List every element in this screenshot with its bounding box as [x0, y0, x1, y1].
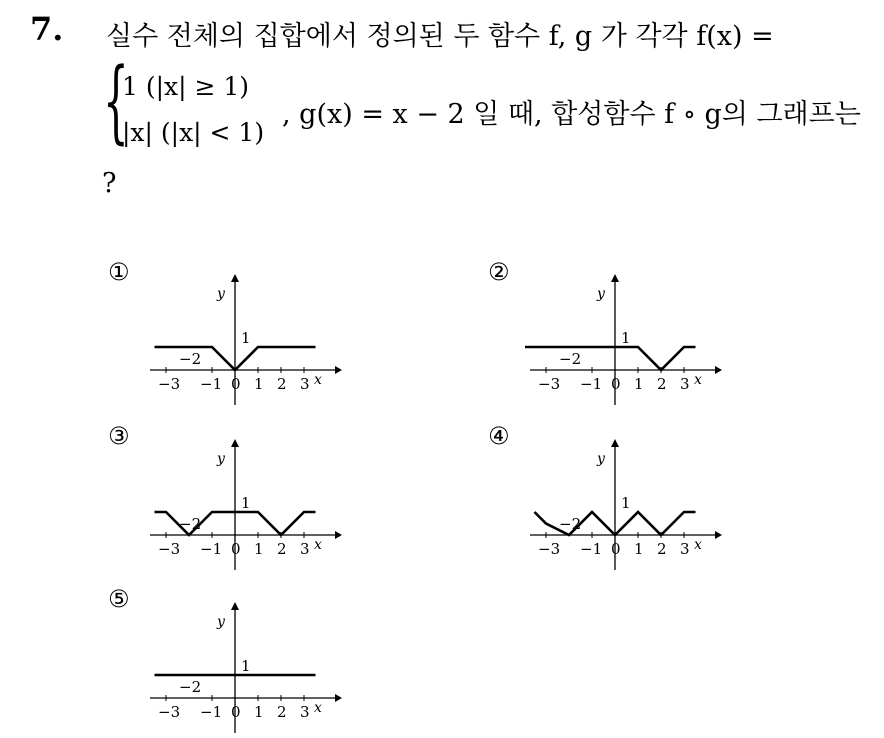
- choice-1-graph: [145, 270, 345, 410]
- x-tick-label: 3: [300, 375, 310, 393]
- function-curve: [525, 347, 696, 370]
- choice-3-mark[interactable]: ③: [108, 422, 130, 450]
- x-axis-arrow: [335, 694, 342, 702]
- x-tick-label: 2: [657, 540, 667, 558]
- x-axis-label: x: [314, 372, 322, 388]
- neg-two-label: −2: [179, 515, 202, 533]
- x-tick-label: 1: [254, 703, 264, 721]
- x-axis-label: x: [694, 372, 702, 388]
- x-tick-label: 1: [634, 540, 644, 558]
- neg-two-label: −2: [559, 350, 582, 368]
- x-tick-label: −3: [538, 375, 561, 393]
- question-text-line1: 실수 전체의 집합에서 정의된 두 함수 f, g 가 각각 f(x) =: [106, 21, 774, 52]
- neg-two-label: −2: [179, 678, 202, 696]
- x-tick-label: −3: [158, 703, 181, 721]
- x-tick-label: 2: [657, 375, 667, 393]
- y-axis-arrow: [611, 274, 619, 282]
- question-text-line3: ?: [102, 168, 117, 199]
- x-tick-label: 2: [277, 375, 287, 393]
- x-tick-label: 0: [231, 703, 241, 721]
- x-tick-label: 2: [277, 703, 287, 721]
- choice-5-graph: [145, 598, 345, 738]
- x-tick-label: −3: [158, 540, 181, 558]
- x-tick-label: 0: [611, 540, 621, 558]
- choice-2-graph: [525, 270, 725, 410]
- y-axis-arrow: [231, 274, 239, 282]
- x-tick-label: 2: [277, 540, 287, 558]
- choice-2-mark[interactable]: ②: [488, 258, 510, 286]
- x-axis-arrow: [715, 531, 722, 539]
- y-axis-arrow: [611, 439, 619, 447]
- y-axis-arrow: [231, 602, 239, 610]
- one-label: 1: [621, 329, 631, 347]
- x-tick-label: −3: [538, 540, 561, 558]
- x-tick-label: 0: [231, 375, 241, 393]
- question-number: 7.: [30, 10, 64, 48]
- choice-4-mark[interactable]: ④: [488, 422, 510, 450]
- y-axis-label: y: [217, 451, 225, 467]
- x-tick-label: −1: [200, 540, 223, 558]
- one-label: 1: [241, 657, 251, 675]
- piecewise-brace: {: [103, 49, 129, 154]
- piecewise-case-1: 1 (|x| ≥ 1): [122, 72, 250, 101]
- x-tick-label: −1: [580, 540, 603, 558]
- y-axis-label: y: [597, 286, 605, 302]
- choice-5-mark[interactable]: ⑤: [108, 585, 130, 613]
- x-axis-arrow: [715, 366, 722, 374]
- one-label: 1: [241, 494, 251, 512]
- x-axis-label: x: [694, 537, 702, 553]
- piecewise-case-2: |x| (|x| < 1): [122, 118, 265, 147]
- x-axis-label: x: [314, 537, 322, 553]
- neg-two-label: −2: [179, 350, 202, 368]
- x-tick-label: 3: [300, 540, 310, 558]
- y-axis-label: y: [217, 614, 225, 630]
- one-label: 1: [621, 494, 631, 512]
- neg-two-label: −2: [559, 515, 582, 533]
- x-tick-label: 0: [231, 540, 241, 558]
- question-text-line2: , g(x) = x − 2 일 때, 합성함수 f ∘ g의 그래프는: [282, 99, 861, 130]
- y-axis-arrow: [231, 439, 239, 447]
- choice-3-graph: [145, 435, 345, 575]
- y-axis-label: y: [597, 451, 605, 467]
- x-axis-arrow: [335, 531, 342, 539]
- x-axis-label: x: [314, 700, 322, 716]
- choice-1-mark[interactable]: ①: [108, 258, 130, 286]
- choice-4-graph: [525, 435, 725, 575]
- x-tick-label: −1: [200, 375, 223, 393]
- one-label: 1: [241, 329, 251, 347]
- x-tick-label: −1: [200, 703, 223, 721]
- x-tick-label: −1: [580, 375, 603, 393]
- x-tick-label: 1: [634, 375, 644, 393]
- x-tick-label: 0: [611, 375, 621, 393]
- x-tick-label: 1: [254, 540, 264, 558]
- x-tick-label: −3: [158, 375, 181, 393]
- y-axis-label: y: [217, 286, 225, 302]
- x-tick-label: 3: [300, 703, 310, 721]
- x-tick-label: 1: [254, 375, 264, 393]
- x-tick-label: 3: [680, 540, 690, 558]
- x-axis-arrow: [335, 366, 342, 374]
- x-tick-label: 3: [680, 375, 690, 393]
